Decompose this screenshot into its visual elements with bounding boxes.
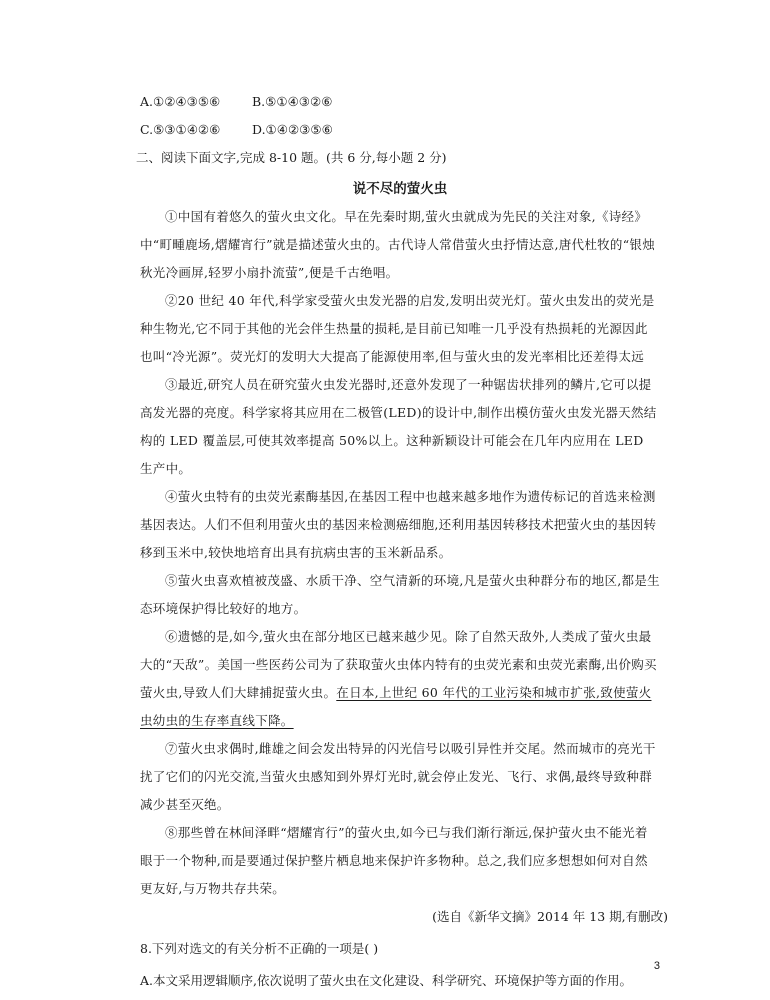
paragraph-6-text: ⑥遗憾的是,如今,萤火虫在部分地区已越来越少见。除了自然天敌外,人类成了萤火虫最大的“天敌”。美国一些医药公司为了获取萤火虫体内特有的虫荧光素和虫荧光素酶,出价购买萤火虫,导致人们大肆捕捉萤火虫。: [140, 629, 657, 700]
prev-question-options-row2: [140, 116, 660, 144]
paragraph-6: [140, 623, 660, 735]
page-content: [136, 88, 668, 995]
prev-option-a: A.①②④③⑤⑥: [140, 94, 221, 109]
paragraph-5: ⑤萤火虫喜欢植被茂盛、水质干净、空气清新的环境,凡是萤火虫种群分布的地区,都是生态环境保护得比较好的地方。: [140, 573, 660, 616]
article-title: 说不尽的萤火虫: [352, 181, 448, 197]
paragraph-8: ⑧那些曾在林间泽畔“熠耀宵行”的萤火虫,如今已与我们渐行渐远,保护萤火虫不能光着眼于一个物种,而是要通过保护整片栖息地来保护许多物种。总之,我们应多想想如何对自然更友好,与万物共存共荣。: [140, 825, 648, 896]
paragraph-1: ①中国有着悠久的萤火虫文化。早在先秦时期,萤火虫就成为先民的关注对象,《诗经》中“町畽鹿场,熠耀宵行”就是描述萤火虫的。古代诗人常借萤火虫抒情达意,唐代杜牧的“银烛秋光冷画屏,轻罗小扇扑流萤”,便是千古绝唱。: [140, 209, 656, 280]
paragraph-3: ③最近,研究人员在研究萤火虫发光器时,还意外发现了一种锯齿状排列的鳞片,它可以提高发光器的亮度。科学家将其应用在二极管(LED)的设计中,制作出模仿萤火虫发光器天然结构的 LED 覆盖层,可使其效率提高 50%以上。这种新颖设计可能会在几年内应用在 LED 生产中。: [140, 377, 657, 476]
prev-option-c: C.⑤③①④②⑥: [140, 122, 221, 137]
paragraph-7: ⑦萤火虫求偶时,雌雄之间会发出特异的闪光信号以吸引异性并交尾。然而城市的亮光干扰了它们的闪光交流,当萤火虫感知到外界灯光时,就会停止发光、飞行、求偶,最终导致种群减少甚至灭绝。: [140, 741, 656, 812]
prev-question-options-row1: [140, 88, 660, 116]
prev-option-d: D.①④②③⑤⑥: [252, 122, 333, 137]
section-heading: 二、阅读下面文字,完成 8-10 题。(共 6 分,每小题 2 分): [136, 150, 447, 165]
question-8-stem: 8.下列对选文的有关分析不正确的一项是( ): [140, 941, 379, 956]
prev-option-b: B.⑤①④③②⑥: [252, 94, 333, 109]
page-number: 3: [653, 960, 660, 972]
paragraph-4: ④萤火虫特有的虫荧光素酶基因,在基因工程中也越来越多地作为遗传标记的首选来检测基因表达。人们不但利用萤火虫的基因来检测癌细胞,还利用基因转移技术把萤火虫的基因转移到玉米中,较快地培育出具有抗病虫害的玉米新品系。: [140, 489, 657, 560]
underlined-sentence: 在日本,上世纪 60 年代的工业污染和城市扩张,致使萤火虫幼虫的生存率直线下降。: [140, 685, 652, 728]
paragraph-2: ②20 世纪 40 年代,科学家受萤火虫发光器的启发,发明出荧光灯。萤火虫发出的荧光是种生物光,它不同于其他的光会伴生热量的损耗,是目前已知唯一几乎没有热损耗的光源因此也叫“冷光源”。荧光灯的发明大大提高了能源使用率,但与萤火虫的发光率相比还差得太远: [140, 293, 655, 364]
question-8-option-a: A.本文采用逻辑顺序,依次说明了萤火虫在文化建设、科学研究、环境保护等方面的作用。: [140, 973, 632, 988]
article-source: (选自《新华文摘》2014 年 13 期,有删改): [432, 909, 668, 924]
